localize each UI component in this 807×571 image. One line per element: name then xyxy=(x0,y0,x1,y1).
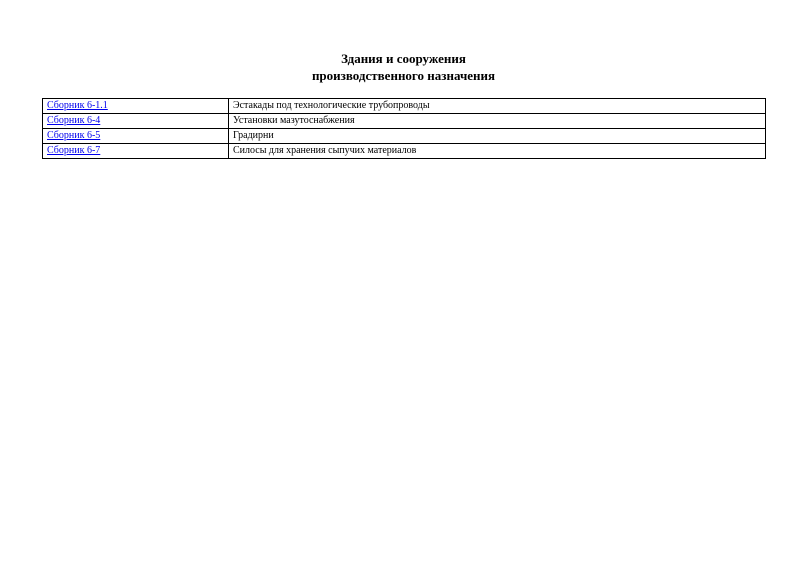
table-cell-code xyxy=(43,129,229,144)
table-cell-name: Силосы для хранения сыпучих материалов xyxy=(229,144,766,159)
page-title-line-1: Здания и сооружения xyxy=(341,51,466,66)
collection-link[interactable]: Сборник 6-1.1 xyxy=(47,100,108,111)
table-row xyxy=(43,129,766,144)
table-row xyxy=(43,99,766,114)
collection-link[interactable]: Сборник 6-4 xyxy=(47,115,101,126)
table-cell-code xyxy=(43,99,229,114)
page-title-line-2: производственного назначения xyxy=(311,68,496,83)
table-cell-name: Установки мазутоснабжения xyxy=(229,114,766,129)
table-cell-code xyxy=(43,114,229,129)
table-cell-name: Эстакады под технологические трубопроводы xyxy=(229,99,766,114)
table-row xyxy=(43,144,766,159)
table-row xyxy=(43,114,766,129)
table-cell-name: Градирни xyxy=(229,129,766,144)
page-title xyxy=(0,50,807,84)
collection-link[interactable]: Сборник 6-7 xyxy=(47,145,101,156)
collection-link[interactable]: Сборник 6-5 xyxy=(47,130,101,141)
collections-table xyxy=(42,98,766,159)
table-cell-code xyxy=(43,144,229,159)
